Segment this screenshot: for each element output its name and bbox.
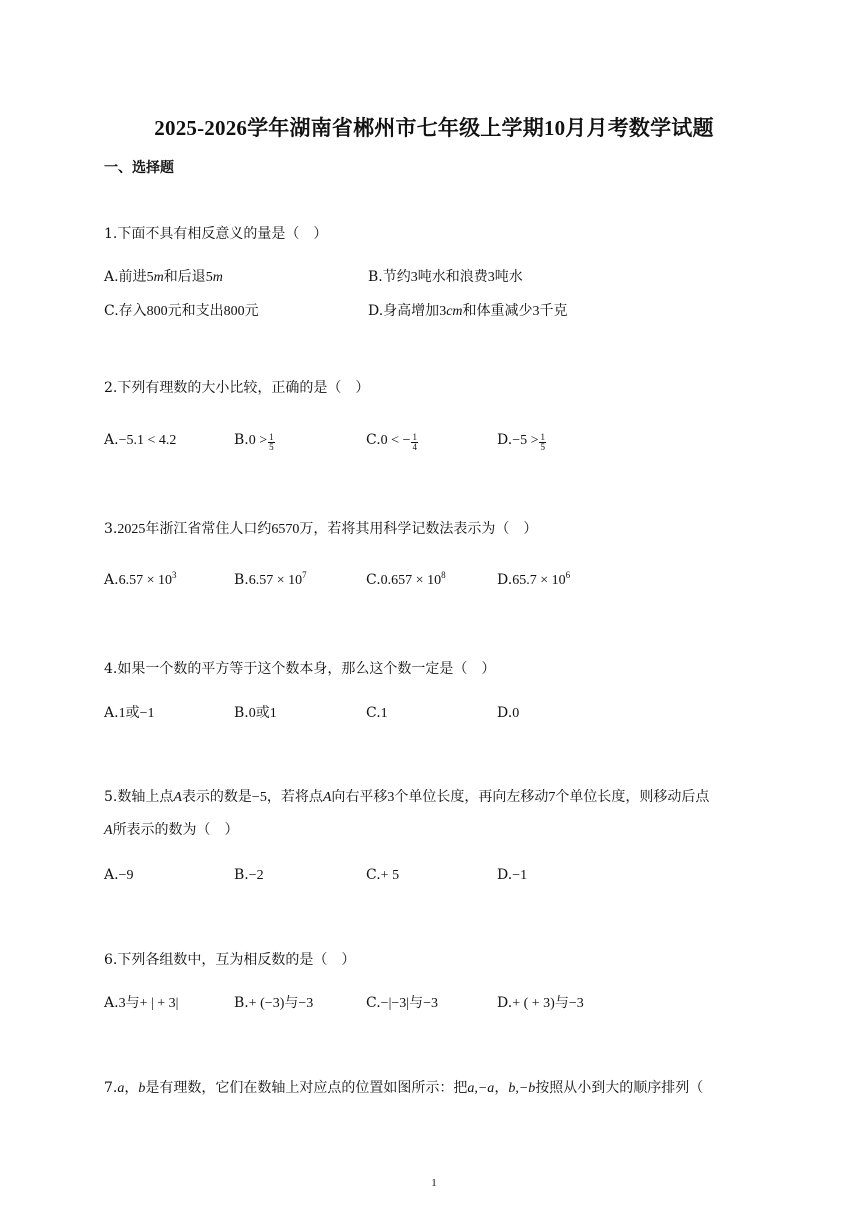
stem-text: 是有理数，它们在数轴上对应点的位置如图所示：把: [145, 1080, 468, 1096]
option-label: C.: [366, 432, 381, 448]
exponent: 7: [302, 570, 307, 580]
question-2-option-b[interactable]: [234, 430, 276, 452]
page-title: 2025-2026学年湖南省郴州市七年级上学期10月月考数学试题: [154, 116, 714, 140]
option-text: 与: [409, 995, 424, 1011]
stem-number: 3: [387, 790, 395, 805]
fraction-denominator: 5: [540, 442, 545, 452]
question-5-option-a[interactable]: [104, 865, 133, 886]
stem-text: 所表示的数为（ ）: [112, 822, 239, 838]
option-expression: + ( + 3): [512, 996, 555, 1011]
question-6-option-c[interactable]: [366, 993, 438, 1014]
option-number: 5: [205, 270, 213, 285]
option-expression: 6.57 × 10: [118, 573, 172, 588]
option-label: B.: [234, 432, 249, 448]
option-number: 3: [439, 304, 447, 319]
option-label: C.: [366, 572, 381, 588]
question-1-option-b[interactable]: [368, 267, 523, 288]
option-text: 与: [284, 995, 299, 1011]
question-2-option-d[interactable]: [497, 430, 547, 452]
variable-list: a,−a: [467, 1081, 495, 1096]
point-label: A: [322, 790, 332, 805]
option-label: A.: [104, 705, 119, 721]
stem-text: ，若将点: [266, 789, 323, 805]
option-label: C.: [366, 995, 381, 1011]
question-4-option-c[interactable]: [366, 703, 388, 724]
stem-text: 个单位长度，再向左移动: [394, 789, 549, 805]
option-text: 元和支出: [167, 303, 224, 319]
option-expression: −3: [423, 996, 438, 1011]
stem-number: 6570: [271, 522, 300, 537]
option-label: D.: [497, 995, 513, 1011]
option-expression: −3: [568, 996, 584, 1011]
option-label: D.: [497, 432, 513, 448]
question-5-stem-line-2: [104, 820, 239, 841]
exponent: 3: [171, 570, 177, 580]
fraction-denominator: 4: [412, 442, 417, 452]
question-1-option-d[interactable]: [368, 301, 568, 322]
question-1-stem: 1.下面不具有相反意义的量是（ ）: [104, 226, 328, 242]
option-text: D.身高增加: [368, 303, 440, 319]
point-label: A: [104, 823, 113, 838]
section-heading: 一、选择题: [104, 160, 174, 176]
stem-text: 按照从小到大的顺序排列（: [535, 1080, 704, 1096]
option-text: 和体重减少: [462, 303, 533, 319]
option-value: 1: [380, 706, 388, 721]
option-label: D.: [497, 705, 513, 721]
separator: ，: [124, 1080, 139, 1096]
option-expression: 0 < −: [380, 433, 411, 448]
option-value: −1: [512, 868, 528, 883]
option-number: 3: [532, 304, 540, 319]
option-label: A.: [104, 995, 119, 1011]
point-label: A: [173, 790, 182, 805]
stem-text: 表示的数是: [181, 789, 252, 805]
option-text: 元: [244, 303, 259, 319]
option-text: 与: [125, 995, 140, 1011]
question-3-option-a[interactable]: [104, 570, 176, 591]
stem-text: 个单位长度，则移动后点: [555, 789, 710, 805]
option-number: 5: [146, 270, 154, 285]
question-4-option-a[interactable]: [104, 703, 154, 724]
option-label: A.: [104, 432, 119, 448]
page-number: 1: [431, 1177, 437, 1189]
question-5-option-d[interactable]: [497, 865, 527, 886]
question-4-option-d[interactable]: [497, 703, 519, 724]
stem-text: 年浙江省常住人口约: [145, 521, 272, 537]
option-value: −2: [248, 868, 264, 883]
option-value: + 5: [380, 868, 400, 883]
question-7-stem: [104, 1078, 703, 1099]
option-text: 与: [554, 995, 569, 1011]
option-text: 千克: [539, 303, 568, 319]
exponent: 8: [441, 570, 446, 580]
stem-number: 7: [548, 790, 556, 805]
option-text: C.存入: [104, 303, 147, 319]
option-label: A.: [104, 572, 119, 588]
question-number: 3.: [104, 521, 118, 537]
question-6-stem: 6.下列各组数中，互为相反数的是（ ）: [104, 952, 356, 968]
option-expression: 3: [118, 996, 126, 1011]
fraction: [411, 433, 418, 452]
variable-list: b,−b: [508, 1081, 536, 1096]
question-3-option-b[interactable]: [234, 570, 307, 591]
option-label: B.: [234, 867, 249, 883]
question-2-option-c[interactable]: [366, 430, 419, 452]
question-6-option-b[interactable]: [234, 993, 313, 1014]
option-text: 或: [125, 705, 140, 721]
question-1-option-a[interactable]: [104, 267, 223, 288]
fraction-numerator: 1: [540, 432, 545, 442]
option-value: 0: [512, 706, 520, 721]
option-label: B.: [234, 572, 249, 588]
question-5-option-c[interactable]: [366, 865, 399, 886]
option-label: D.: [497, 572, 513, 588]
fraction: [539, 433, 546, 452]
option-expression: 0.657 × 10: [380, 573, 442, 588]
question-3-option-d[interactable]: [497, 570, 570, 591]
option-number: 800: [223, 304, 245, 319]
option-label: C.: [366, 705, 381, 721]
option-expression: 65.7 × 10: [512, 573, 566, 588]
option-number: 3: [410, 270, 418, 285]
option-label: B.: [234, 705, 249, 721]
option-label: C.: [366, 867, 381, 883]
stem-number: −5: [251, 790, 267, 805]
separator: ，: [494, 1080, 509, 1096]
variable: b: [138, 1081, 146, 1096]
option-expression: −|−3|: [380, 996, 410, 1011]
question-number: 7.: [104, 1080, 118, 1096]
question-6-option-a[interactable]: [104, 993, 178, 1014]
fraction-numerator: 1: [412, 432, 417, 442]
exponent: 6: [565, 570, 571, 580]
option-expression: −5.1 < 4.2: [118, 433, 177, 448]
stem-text: 万，若将其用科学记数法表示为（ ）: [299, 521, 538, 537]
option-expression: −5 >: [512, 433, 539, 448]
option-number: 3: [487, 270, 495, 285]
question-3-option-c[interactable]: [366, 570, 446, 591]
option-text: 吨水和浪费: [417, 269, 488, 285]
fraction-denominator: 5: [269, 442, 274, 452]
option-text: 吨水: [494, 269, 523, 285]
option-number: 800: [146, 304, 168, 319]
question-2-option-a[interactable]: [104, 430, 176, 451]
option-label: B.: [234, 995, 249, 1011]
option-text: A.前进: [104, 269, 147, 285]
option-label: D.: [497, 867, 513, 883]
option-text: 或: [255, 705, 270, 721]
option-value: −9: [118, 868, 134, 883]
stem-number: 2025: [117, 522, 146, 537]
variable: a: [117, 1081, 125, 1096]
question-5-option-b[interactable]: [234, 865, 264, 886]
fraction-numerator: 1: [269, 432, 274, 442]
question-6-option-d[interactable]: [497, 993, 584, 1014]
option-expression: + (−3): [248, 996, 285, 1011]
option-label: A.: [104, 867, 119, 883]
option-value: 1: [118, 706, 126, 721]
question-3-stem: [104, 519, 537, 540]
option-value: 1: [269, 706, 277, 721]
option-expression: 0 >: [248, 433, 268, 448]
option-text: B.节约: [368, 269, 411, 285]
option-expression: 6.57 × 10: [248, 573, 303, 588]
stem-text: 5.数轴上点: [104, 789, 174, 805]
question-4-stem: 4.如果一个数的平方等于这个数本身，那么这个数一定是（ ）: [104, 661, 496, 677]
option-text: 和后退: [163, 269, 206, 285]
option-expression: + | + 3|: [139, 996, 179, 1011]
option-unit: m: [212, 270, 223, 285]
option-value: 0: [248, 706, 256, 721]
question-1-option-c[interactable]: [104, 301, 259, 322]
option-expression: −3: [298, 996, 314, 1011]
fraction: [268, 433, 275, 452]
option-value: −1: [139, 706, 155, 721]
question-4-option-b[interactable]: [234, 703, 277, 724]
question-2-stem: 2.下列有理数的大小比较，正确的是（ ）: [104, 380, 370, 396]
stem-text: 向右平移: [331, 789, 388, 805]
option-unit: cm: [446, 304, 463, 319]
option-unit: m: [153, 270, 164, 285]
question-5-stem-line-1: [104, 787, 709, 808]
